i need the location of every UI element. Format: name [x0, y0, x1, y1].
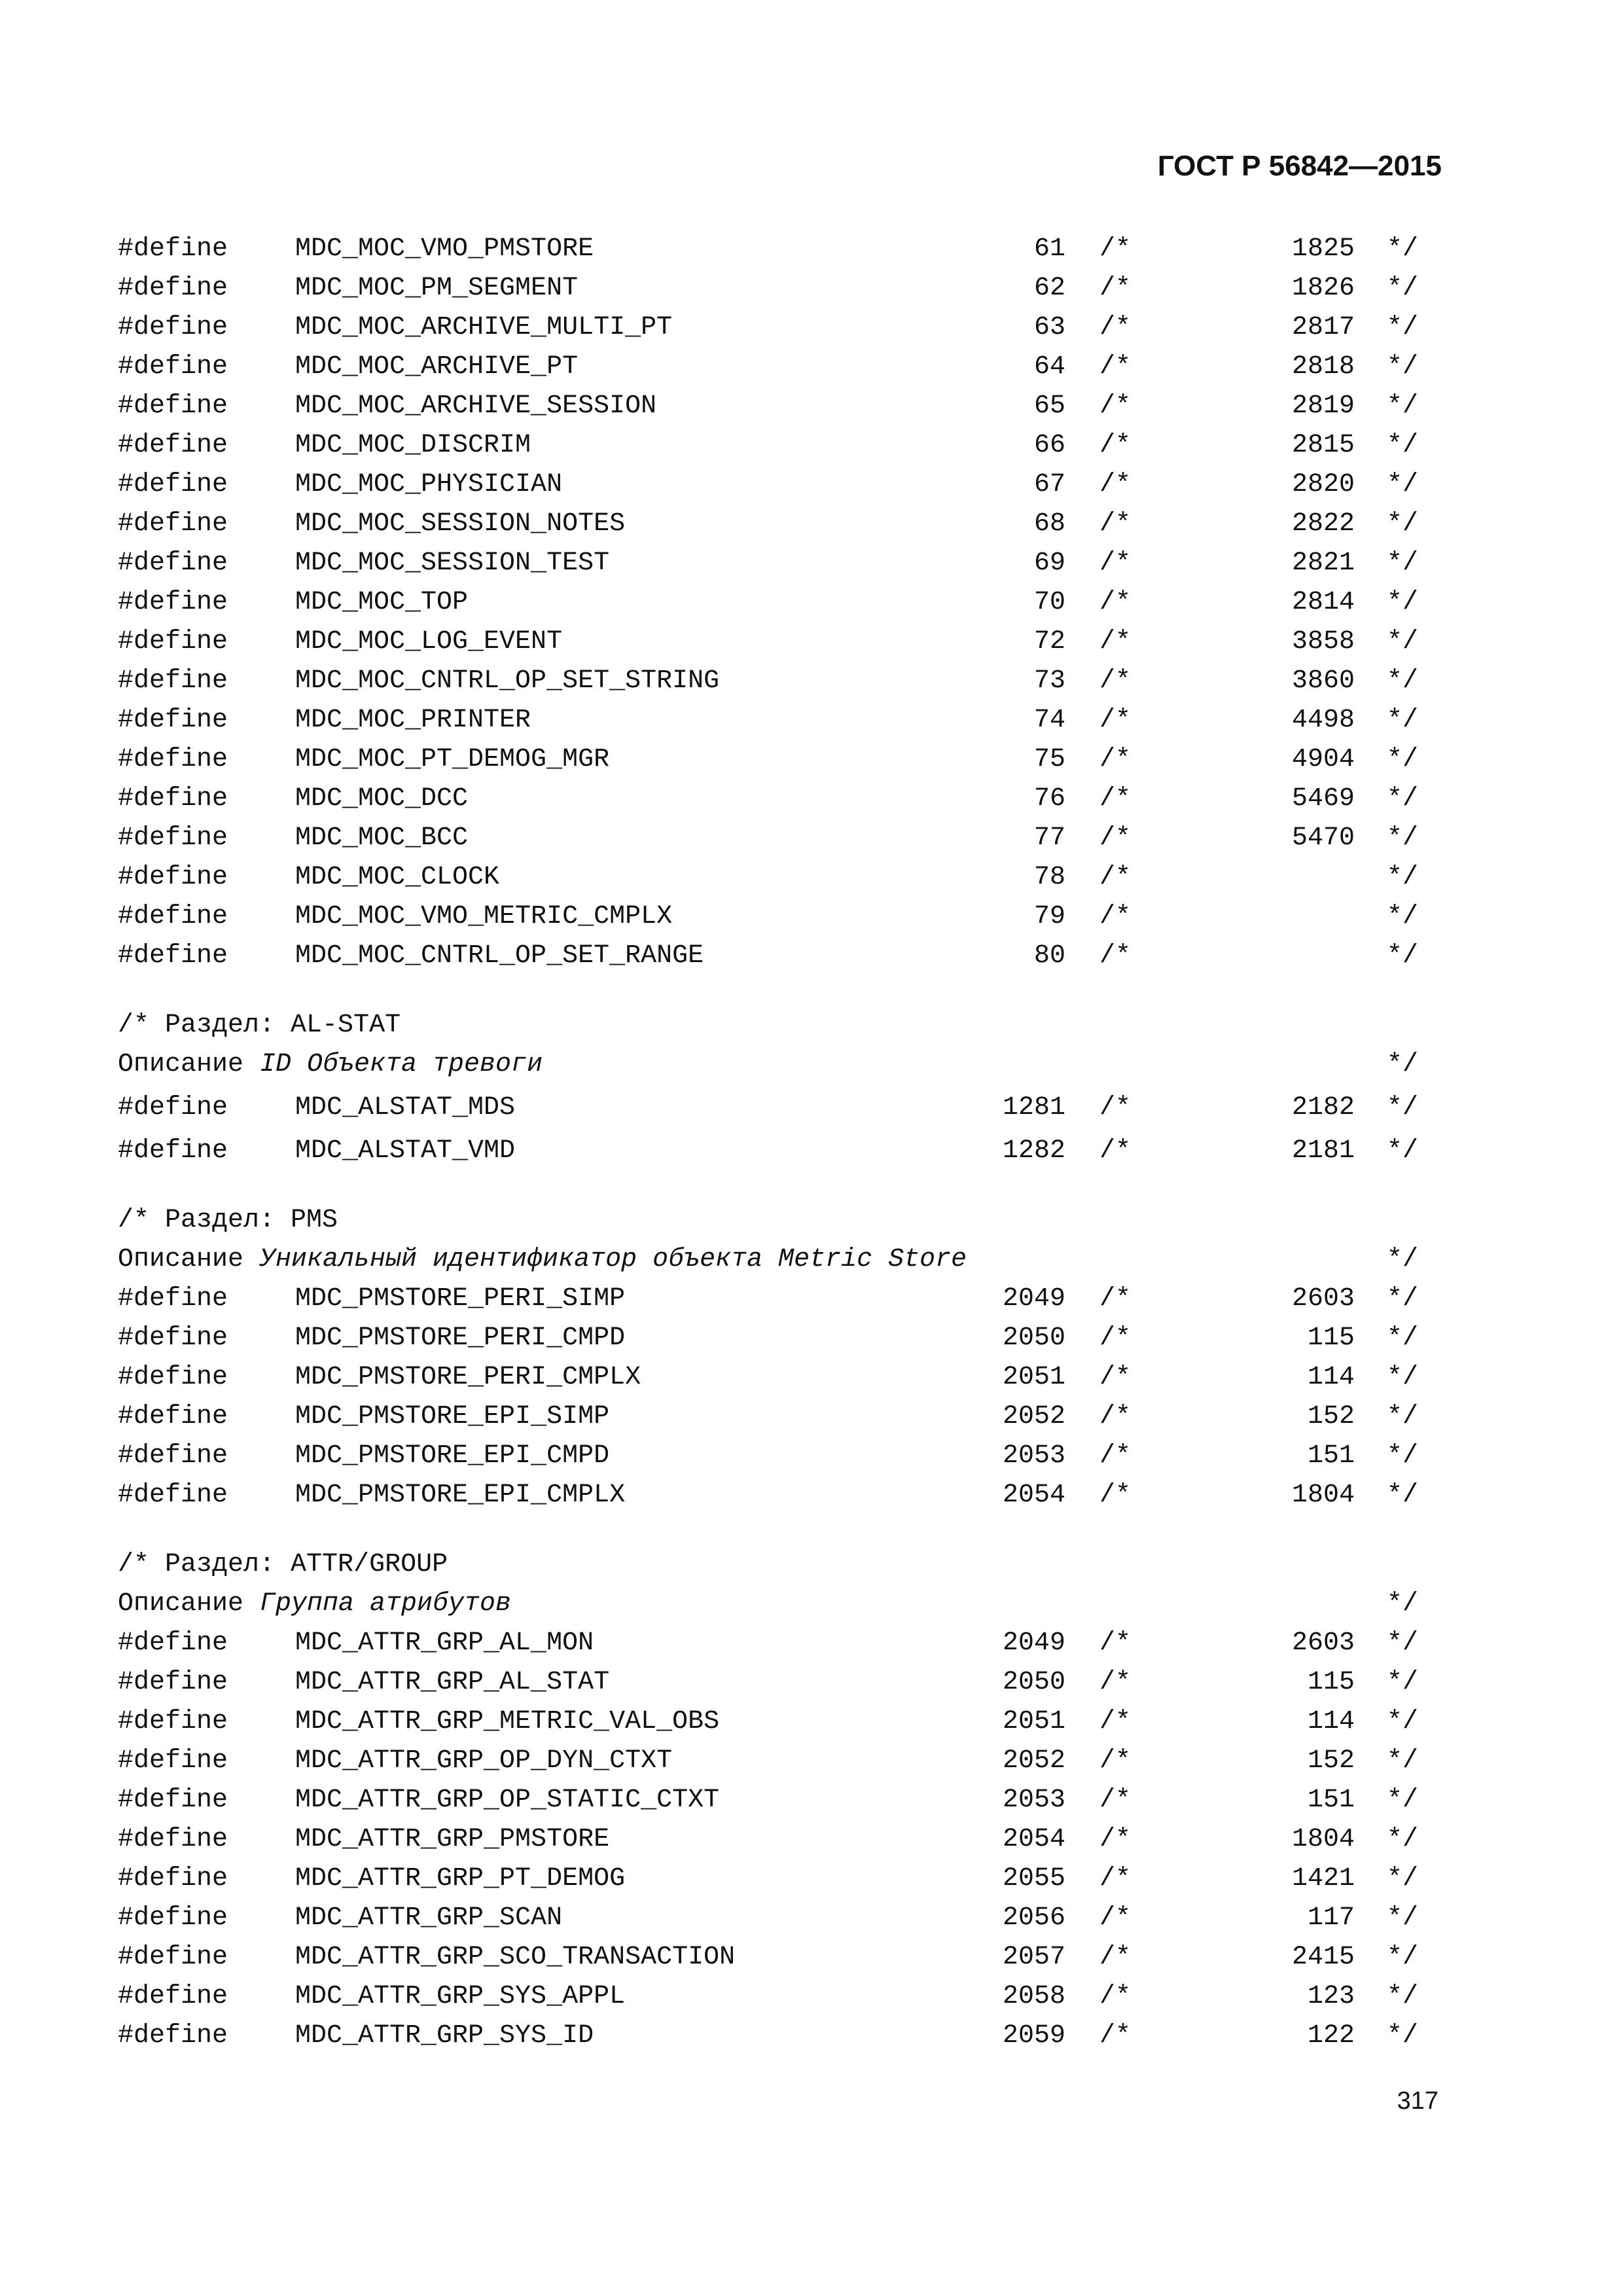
comment-open: /* [1099, 1323, 1132, 1353]
comment-code: 1804 [1291, 1480, 1355, 1510]
comment-code: 2815 [1291, 431, 1355, 460]
define-row [0, 1820, 1623, 1859]
define-directive: #define [118, 823, 228, 853]
macro-name: MDC_MOC_PT_DEMOG_MGR [295, 745, 610, 774]
define-row [0, 544, 1623, 583]
define-row [0, 583, 1623, 622]
define-row [0, 1899, 1623, 1938]
page-number: 317 [1397, 2087, 1438, 2115]
define-directive: #define [118, 1864, 228, 1893]
comment-code: 152 [1307, 1746, 1355, 1776]
macro-value: 1282 [1002, 1136, 1065, 1166]
macro-name: MDC_ATTR_GRP_AL_MON [295, 1628, 594, 1658]
macro-value: 2053 [1002, 1785, 1065, 1815]
comment-code: 117 [1307, 1903, 1355, 1933]
define-row [0, 1702, 1623, 1742]
comment-open: /* [1099, 863, 1132, 892]
comment-close: */ [1387, 1093, 1419, 1122]
comment-code: 1826 [1291, 274, 1355, 303]
comment-close: */ [1387, 1628, 1419, 1658]
comment-close: */ [1387, 1050, 1419, 1079]
macro-value: 74 [1033, 706, 1065, 735]
define-directive: #define [118, 1746, 228, 1776]
define-directive: #define [118, 1402, 228, 1431]
comment-open: /* [1099, 1785, 1132, 1815]
define-row [0, 897, 1623, 937]
section-description [0, 1045, 1623, 1085]
define-row [0, 269, 1623, 308]
define-directive: #define [118, 352, 228, 382]
comment-close: */ [1387, 1589, 1419, 1619]
macro-value: 1281 [1002, 1093, 1065, 1122]
define-row [0, 622, 1623, 662]
comment-close: */ [1387, 941, 1419, 971]
macro-name: MDC_MOC_VMO_PMSTORE [295, 234, 594, 264]
comment-open: /* [1099, 1628, 1132, 1658]
define-row [0, 230, 1623, 269]
comment-open: /* [1099, 2021, 1132, 2051]
comment-open: /* [1099, 784, 1132, 814]
macro-name: MDC_ATTR_GRP_METRIC_VAL_OBS [295, 1707, 720, 1736]
macro-name: MDC_ATTR_GRP_SCO_TRANSACTION [295, 1943, 736, 1972]
comment-close: */ [1387, 234, 1419, 264]
define-row [0, 1358, 1623, 1397]
define-directive: #define [118, 902, 228, 931]
macro-name: MDC_MOC_VMO_METRIC_CMPLX [295, 902, 673, 931]
define-row [0, 1859, 1623, 1899]
define-row [0, 819, 1623, 858]
comment-code: 5469 [1291, 784, 1355, 814]
comment-code: 114 [1307, 1363, 1355, 1392]
define-directive: #define [118, 1903, 228, 1933]
comment-open: /* [1099, 1982, 1132, 2011]
define-directive: #define [118, 1707, 228, 1736]
comment-open: /* [1099, 274, 1132, 303]
define-row [0, 1476, 1623, 1515]
comment-close: */ [1387, 745, 1419, 774]
macro-value: 64 [1033, 352, 1065, 382]
comment-open: /* [1099, 902, 1132, 931]
macro-value: 2050 [1002, 1668, 1065, 1697]
define-row [0, 1742, 1623, 1781]
macro-name: MDC_ATTR_GRP_PMSTORE [295, 1825, 610, 1854]
macro-value: 68 [1033, 509, 1065, 539]
macro-name: MDC_PMSTORE_PERI_SIMP [295, 1284, 626, 1314]
comment-close: */ [1387, 1825, 1419, 1854]
define-directive: #define [118, 274, 228, 303]
macro-name: MDC_MOC_ARCHIVE_MULTI_PT [295, 313, 673, 342]
macro-value: 2056 [1002, 1903, 1065, 1933]
macro-name: MDC_ATTR_GRP_SCAN [295, 1903, 563, 1933]
comment-close: */ [1387, 1480, 1419, 1510]
comment-open: /* [1099, 1668, 1132, 1697]
define-row [0, 1977, 1623, 2017]
define-row [0, 937, 1623, 976]
comment-close: */ [1387, 1284, 1419, 1314]
define-directive: #define [118, 548, 228, 578]
macro-value: 2052 [1002, 1746, 1065, 1776]
section-heading: /* Раздел: PMS [118, 1206, 338, 1235]
comment-open: /* [1099, 1136, 1132, 1166]
comment-close: */ [1387, 2021, 1419, 2051]
comment-code: 3858 [1291, 627, 1355, 656]
define-row [0, 1624, 1623, 1663]
define-row [0, 1088, 1623, 1128]
comment-code: 5470 [1291, 823, 1355, 853]
listing-section [0, 1006, 1623, 1171]
comment-open: /* [1099, 823, 1132, 853]
macro-value: 75 [1033, 745, 1065, 774]
comment-code: 2415 [1291, 1943, 1355, 1972]
macro-name: MDC_MOC_SESSION_NOTES [295, 509, 626, 539]
macro-name: MDC_MOC_ARCHIVE_PT [295, 352, 579, 382]
description-text: Группа атрибутов [260, 1589, 512, 1619]
comment-code: 2603 [1291, 1284, 1355, 1314]
comment-open: /* [1099, 666, 1132, 696]
comment-code: 115 [1307, 1323, 1355, 1353]
macro-name: MDC_PMSTORE_EPI_CMPD [295, 1441, 610, 1471]
comment-close: */ [1387, 1136, 1419, 1166]
comment-open: /* [1099, 941, 1132, 971]
comment-open: /* [1099, 1864, 1132, 1893]
define-directive: #define [118, 1982, 228, 2011]
comment-code: 123 [1307, 1982, 1355, 2011]
comment-open: /* [1099, 509, 1132, 539]
comment-code: 114 [1307, 1707, 1355, 1736]
code-listing [0, 230, 1623, 2056]
comment-close: */ [1387, 274, 1419, 303]
listing-section [0, 230, 1623, 976]
macro-name: MDC_PMSTORE_PERI_CMPD [295, 1323, 626, 1353]
macro-name: MDC_ATTR_GRP_OP_DYN_CTXT [295, 1746, 673, 1776]
comment-close: */ [1387, 1785, 1419, 1815]
description-label: Описание [118, 1050, 244, 1079]
comment-code: 3860 [1291, 666, 1355, 696]
comment-open: /* [1099, 234, 1132, 264]
macro-value: 78 [1033, 863, 1065, 892]
comment-close: */ [1387, 1746, 1419, 1776]
comment-open: /* [1099, 548, 1132, 578]
comment-open: /* [1099, 588, 1132, 617]
macro-value: 77 [1033, 823, 1065, 853]
comment-open: /* [1099, 1707, 1132, 1736]
define-directive: #define [118, 1363, 228, 1392]
comment-close: */ [1387, 1402, 1419, 1431]
comment-open: /* [1099, 1825, 1132, 1854]
macro-name: MDC_PMSTORE_PERI_CMPLX [295, 1363, 641, 1392]
define-row [0, 1397, 1623, 1437]
macro-name: MDC_MOC_ARCHIVE_SESSION [295, 391, 657, 421]
comment-open: /* [1099, 313, 1132, 342]
define-row [0, 1319, 1623, 1358]
comment-open: /* [1099, 1093, 1132, 1122]
comment-close: */ [1387, 588, 1419, 617]
define-directive: #define [118, 863, 228, 892]
define-row [0, 505, 1623, 544]
macro-value: 65 [1033, 391, 1065, 421]
define-directive: #define [118, 1136, 228, 1166]
comment-close: */ [1387, 352, 1419, 382]
macro-name: MDC_MOC_CNTRL_OP_SET_STRING [295, 666, 720, 696]
macro-value: 2055 [1002, 1864, 1065, 1893]
define-directive: #define [118, 313, 228, 342]
macro-name: MDC_ATTR_GRP_SYS_APPL [295, 1982, 626, 2011]
macro-name: MDC_MOC_SESSION_TEST [295, 548, 610, 578]
macro-value: 69 [1033, 548, 1065, 578]
comment-code: 1804 [1291, 1825, 1355, 1854]
description-label: Описание [118, 1245, 244, 1274]
macro-name: MDC_ATTR_GRP_SYS_ID [295, 2021, 594, 2051]
macro-name: MDC_PMSTORE_EPI_SIMP [295, 1402, 610, 1431]
comment-open: /* [1099, 352, 1132, 382]
macro-value: 73 [1033, 666, 1065, 696]
define-directive: #define [118, 706, 228, 735]
listing-section [0, 1201, 1623, 1515]
comment-close: */ [1387, 1864, 1419, 1893]
macro-name: MDC_MOC_PM_SEGMENT [295, 274, 579, 303]
define-row [0, 1663, 1623, 1702]
comment-code: 2822 [1291, 509, 1355, 539]
comment-code: 2821 [1291, 548, 1355, 578]
comment-code: 151 [1307, 1441, 1355, 1471]
comment-open: /* [1099, 1903, 1132, 1933]
define-directive: #define [118, 470, 228, 499]
comment-open: /* [1099, 1441, 1132, 1471]
macro-name: MDC_MOC_DCC [295, 784, 469, 814]
macro-value: 2050 [1002, 1323, 1065, 1353]
macro-value: 80 [1033, 941, 1065, 971]
macro-name: MDC_ATTR_GRP_OP_STATIC_CTXT [295, 1785, 720, 1815]
define-directive: #define [118, 1668, 228, 1697]
comment-code: 2182 [1291, 1093, 1355, 1122]
define-directive: #define [118, 1825, 228, 1854]
define-row [0, 858, 1623, 897]
comment-code: 1421 [1291, 1864, 1355, 1893]
define-directive: #define [118, 2021, 228, 2051]
comment-code: 2814 [1291, 588, 1355, 617]
comment-close: */ [1387, 431, 1419, 460]
comment-open: /* [1099, 1284, 1132, 1314]
macro-value: 79 [1033, 902, 1065, 931]
listing-section [0, 1545, 1623, 2056]
comment-open: /* [1099, 470, 1132, 499]
comment-code: 2817 [1291, 313, 1355, 342]
define-row [0, 1781, 1623, 1820]
macro-value: 2051 [1002, 1707, 1065, 1736]
comment-close: */ [1387, 1903, 1419, 1933]
macro-value: 2051 [1002, 1363, 1065, 1392]
comment-code: 151 [1307, 1785, 1355, 1815]
comment-open: /* [1099, 1363, 1132, 1392]
section-heading: /* Раздел: ATTR/GROUP [118, 1550, 448, 1579]
macro-value: 2053 [1002, 1441, 1065, 1471]
define-directive: #define [118, 431, 228, 460]
define-directive: #define [118, 745, 228, 774]
description-text: ID Объекта тревоги [260, 1050, 543, 1079]
macro-value: 66 [1033, 431, 1065, 460]
comment-close: */ [1387, 1441, 1419, 1471]
section-heading: /* Раздел: AL-STAT [118, 1011, 401, 1040]
define-directive: #define [118, 1093, 228, 1122]
macro-name: MDC_ATTR_GRP_AL_STAT [295, 1668, 610, 1697]
section-description [0, 1240, 1623, 1280]
define-directive: #define [118, 1785, 228, 1815]
define-directive: #define [118, 391, 228, 421]
define-directive: #define [118, 1284, 228, 1314]
macro-value: 2057 [1002, 1943, 1065, 1972]
define-directive: #define [118, 588, 228, 617]
macro-name: MDC_MOC_TOP [295, 588, 469, 617]
macro-name: MDC_MOC_DISCRIM [295, 431, 531, 460]
define-row [0, 1938, 1623, 1977]
comment-close: */ [1387, 1943, 1419, 1972]
macro-value: 2054 [1002, 1825, 1065, 1854]
macro-value: 2052 [1002, 1402, 1065, 1431]
comment-code: 4904 [1291, 745, 1355, 774]
macro-value: 63 [1033, 313, 1065, 342]
comment-open: /* [1099, 1943, 1132, 1972]
comment-open: /* [1099, 1402, 1132, 1431]
macro-name: MDC_MOC_PRINTER [295, 706, 531, 735]
comment-close: */ [1387, 1982, 1419, 2011]
define-row [0, 662, 1623, 701]
macro-name: MDC_MOC_PHYSICIAN [295, 470, 563, 499]
comment-close: */ [1387, 1707, 1419, 1736]
define-row [0, 2017, 1623, 2056]
comment-code: 4498 [1291, 706, 1355, 735]
define-directive: #define [118, 1628, 228, 1658]
macro-value: 2059 [1002, 2021, 1065, 2051]
macro-name: MDC_ALSTAT_VMD [295, 1136, 516, 1166]
comment-close: */ [1387, 863, 1419, 892]
comment-code: 122 [1307, 2021, 1355, 2051]
define-directive: #define [118, 1943, 228, 1972]
comment-close: */ [1387, 902, 1419, 931]
macro-value: 61 [1033, 234, 1065, 264]
macro-value: 2058 [1002, 1982, 1065, 2011]
macro-name: MDC_PMSTORE_EPI_CMPLX [295, 1480, 626, 1510]
comment-close: */ [1387, 391, 1419, 421]
define-row [0, 1437, 1623, 1476]
comment-close: */ [1387, 1363, 1419, 1392]
define-directive: #define [118, 234, 228, 264]
define-row [0, 740, 1623, 780]
define-row [0, 1280, 1623, 1319]
comment-open: /* [1099, 1480, 1132, 1510]
comment-close: */ [1387, 1245, 1419, 1274]
comment-code: 1825 [1291, 234, 1355, 264]
macro-value: 70 [1033, 588, 1065, 617]
comment-close: */ [1387, 666, 1419, 696]
define-directive: #define [118, 1480, 228, 1510]
comment-close: */ [1387, 548, 1419, 578]
define-directive: #define [118, 941, 228, 971]
macro-value: 2054 [1002, 1480, 1065, 1510]
comment-code: 2181 [1291, 1136, 1355, 1166]
define-row [0, 1132, 1623, 1171]
comment-open: /* [1099, 706, 1132, 735]
section-description [0, 1585, 1623, 1624]
comment-close: */ [1387, 784, 1419, 814]
comment-close: */ [1387, 470, 1419, 499]
define-row [0, 308, 1623, 348]
define-row [0, 348, 1623, 387]
comment-close: */ [1387, 509, 1419, 539]
define-row [0, 387, 1623, 426]
comment-open: /* [1099, 745, 1132, 774]
define-directive: #define [118, 509, 228, 539]
macro-value: 76 [1033, 784, 1065, 814]
comment-open: /* [1099, 431, 1132, 460]
macro-name: MDC_MOC_BCC [295, 823, 469, 853]
macro-name: MDC_MOC_CLOCK [295, 863, 500, 892]
comment-code: 2820 [1291, 470, 1355, 499]
macro-name: MDC_ATTR_GRP_PT_DEMOG [295, 1864, 626, 1893]
comment-close: */ [1387, 1668, 1419, 1697]
macro-name: MDC_ALSTAT_MDS [295, 1093, 516, 1122]
comment-code: 152 [1307, 1402, 1355, 1431]
comment-open: /* [1099, 391, 1132, 421]
macro-name: MDC_MOC_LOG_EVENT [295, 627, 563, 656]
comment-close: */ [1387, 1323, 1419, 1353]
macro-name: MDC_MOC_CNTRL_OP_SET_RANGE [295, 941, 704, 971]
comment-close: */ [1387, 823, 1419, 853]
define-row [0, 780, 1623, 819]
comment-close: */ [1387, 627, 1419, 656]
comment-code: 2603 [1291, 1628, 1355, 1658]
comment-close: */ [1387, 313, 1419, 342]
macro-value: 2049 [1002, 1284, 1065, 1314]
define-directive: #define [118, 1323, 228, 1353]
define-directive: #define [118, 627, 228, 656]
comment-code: 115 [1307, 1668, 1355, 1697]
description-label: Описание [118, 1589, 244, 1619]
standard-designation: ГОСТ Р 56842—2015 [1157, 150, 1442, 182]
define-directive: #define [118, 666, 228, 696]
macro-value: 62 [1033, 274, 1065, 303]
define-row [0, 465, 1623, 505]
define-row [0, 426, 1623, 465]
define-directive: #define [118, 784, 228, 814]
comment-code: 2818 [1291, 352, 1355, 382]
comment-open: /* [1099, 627, 1132, 656]
macro-value: 2049 [1002, 1628, 1065, 1658]
define-row [0, 701, 1623, 740]
comment-code: 2819 [1291, 391, 1355, 421]
comment-close: */ [1387, 706, 1419, 735]
define-directive: #define [118, 1441, 228, 1471]
macro-value: 72 [1033, 627, 1065, 656]
description-text: Уникальный идентификатор объекта Metric Store [260, 1245, 967, 1274]
comment-open: /* [1099, 1746, 1132, 1776]
macro-value: 67 [1033, 470, 1065, 499]
